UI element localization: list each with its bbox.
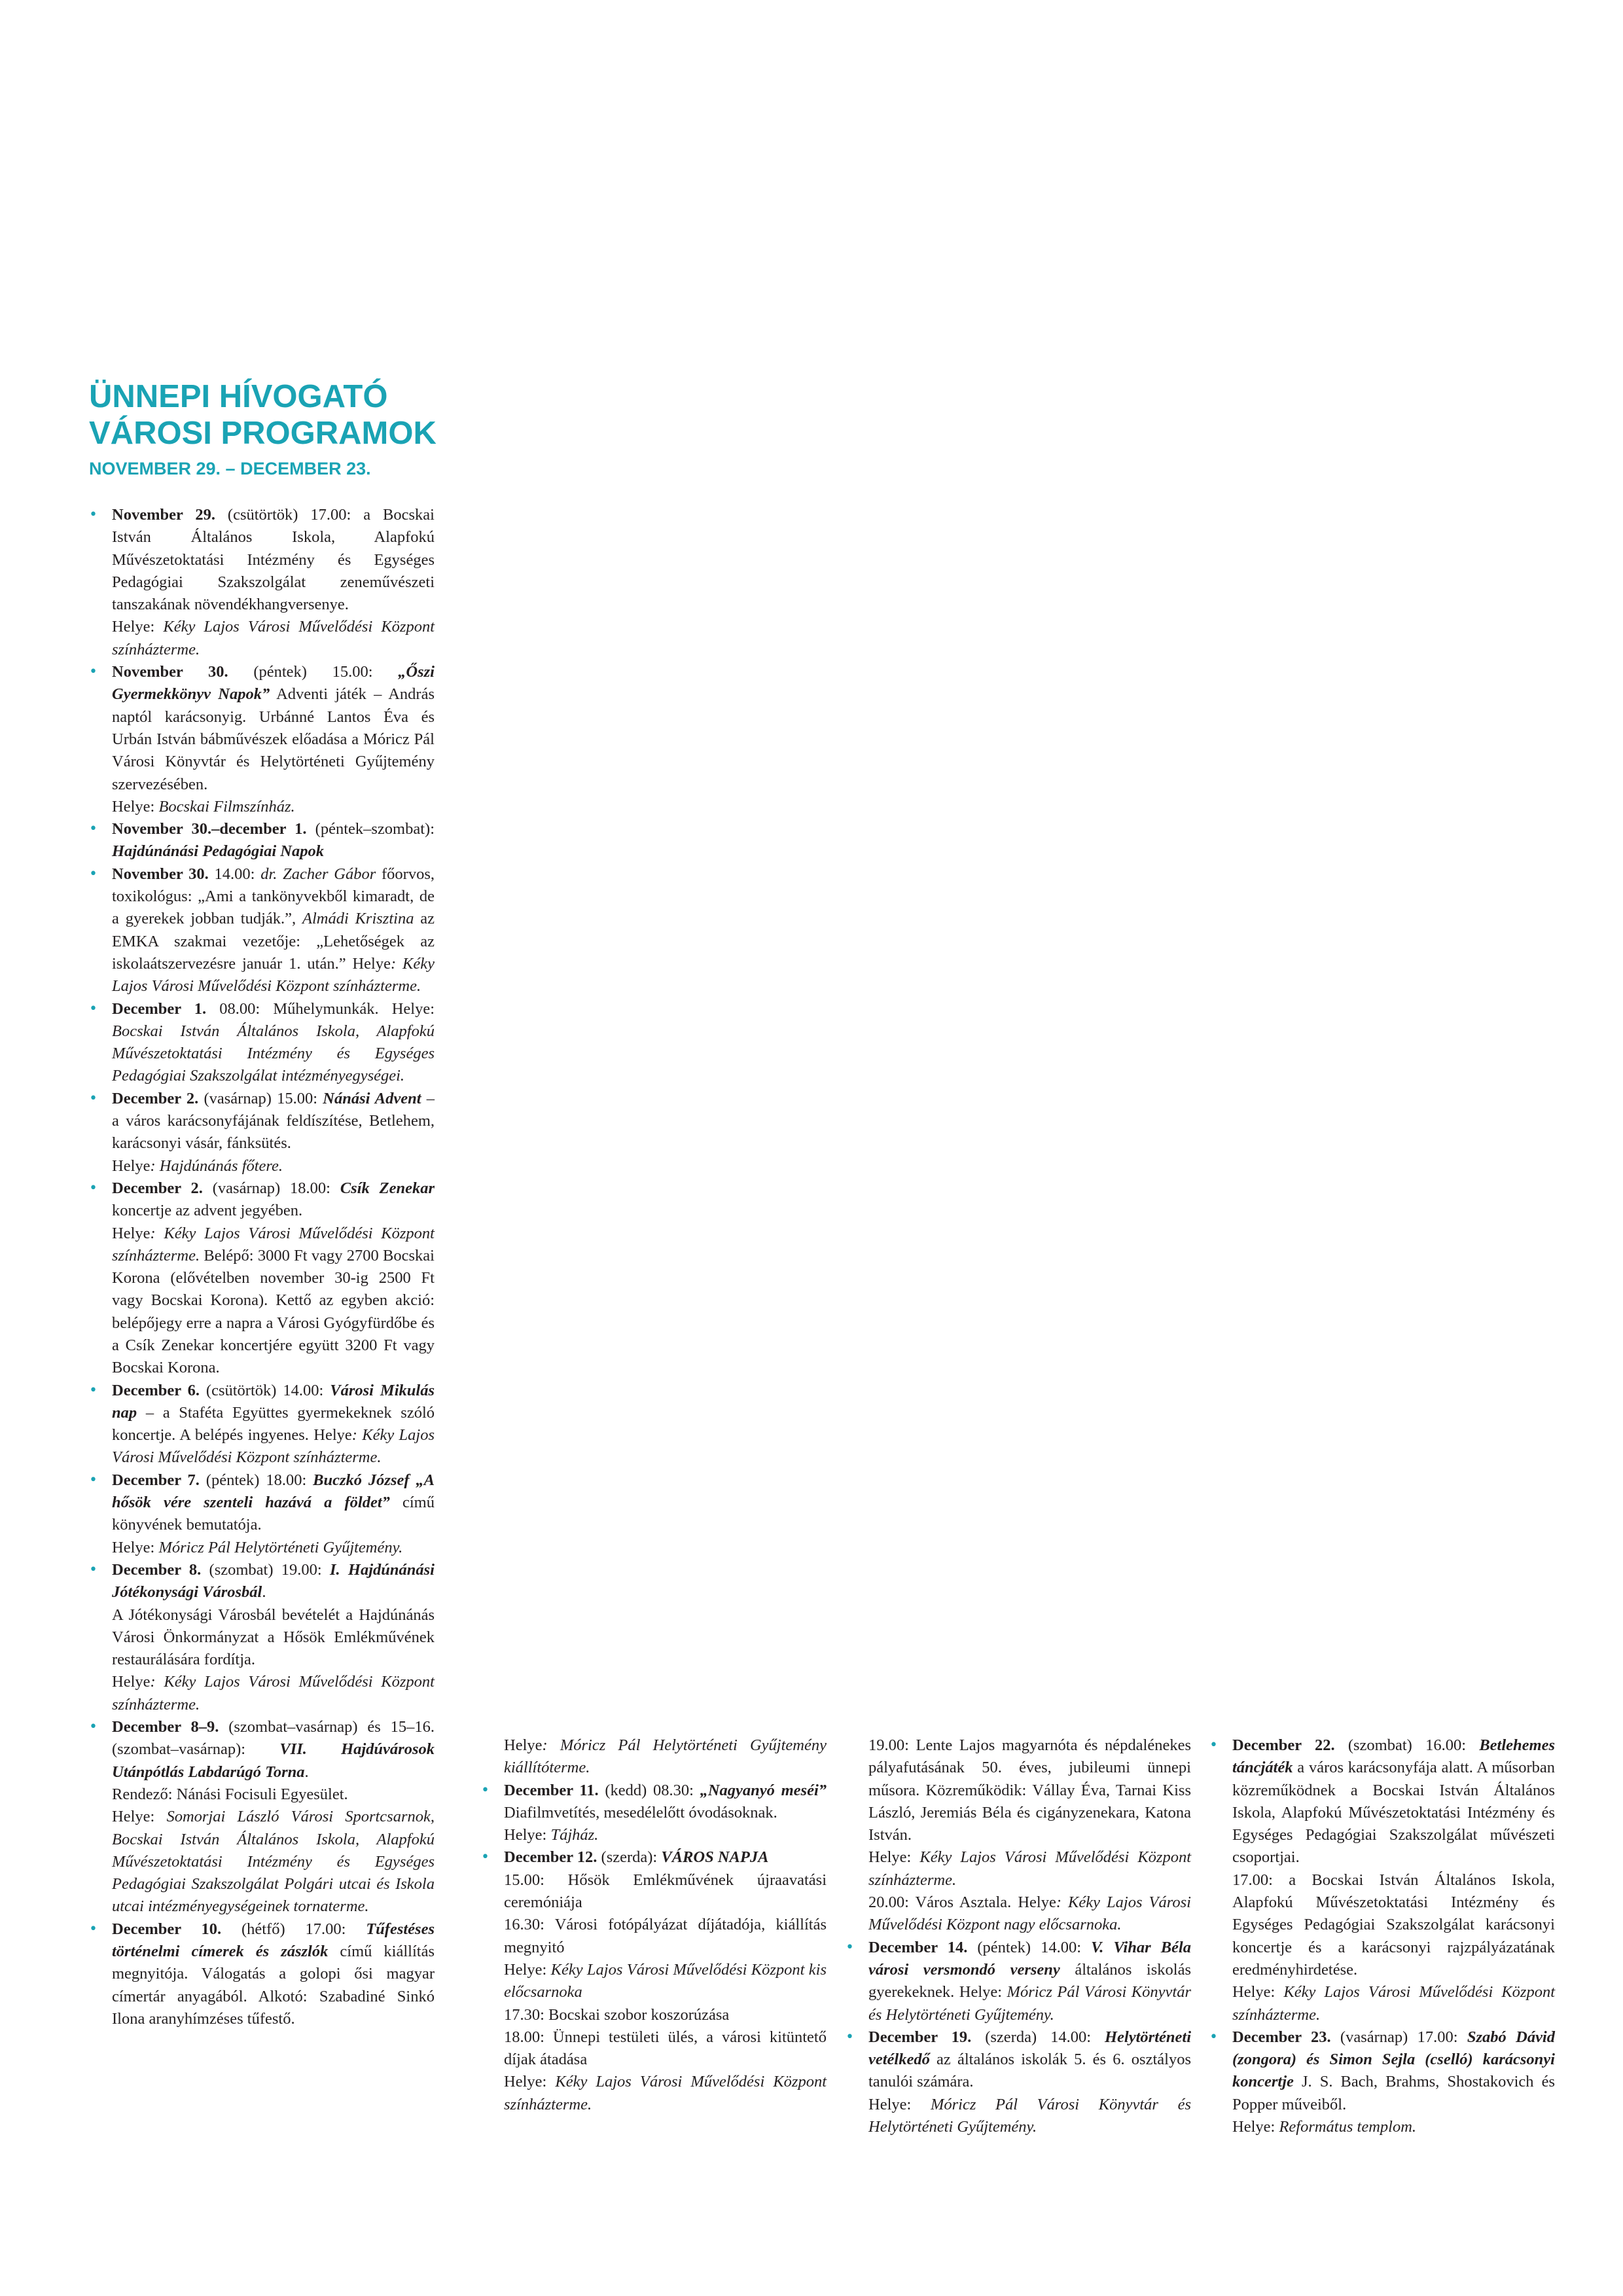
text-run: December 7. [112, 1471, 200, 1489]
text-run: Helye: [112, 1808, 167, 1826]
text-run: Tájház. [550, 1826, 599, 1844]
text-run: VII. Hajdúvárosok Utánpótlás Labdarúgó Torna [112, 1740, 435, 1781]
text-run: (vasárnap) 17.00: [1330, 2028, 1467, 2046]
text-run: December 10. [112, 1920, 222, 1938]
program-paragraph [1232, 2116, 1555, 2138]
text-run: (péntek) 14.00: [967, 1938, 1092, 1956]
program-paragraph [504, 1869, 827, 1914]
text-run: : Kéky Lajos Városi Művelődési Központ színházterme. [112, 1673, 435, 1713]
page-header [89, 378, 495, 479]
program-item [89, 863, 435, 998]
program-item [1209, 1734, 1555, 2026]
program-column-4 [1209, 1734, 1555, 2138]
program-item [89, 1177, 435, 1380]
text-run: Betlehemes táncjáték [1232, 1736, 1556, 1777]
text-run: – a város karácsonyfájának feldíszítése, Betlehem, karácsonyi vásár, fánksütés. [112, 1089, 435, 1153]
text-run: December 22. [1232, 1736, 1335, 1754]
program-item [89, 998, 435, 1088]
date-range-subtitle: NOVEMBER 29. – DECEMBER 23. [89, 459, 371, 478]
program-item-continued [481, 1734, 827, 1780]
program-paragraph [112, 1537, 435, 1559]
text-run: Kéky Lajos Városi Művelődési Központ színházterme. [112, 618, 435, 658]
text-run: Helye: [112, 1538, 159, 1556]
text-run: (szombat) 19.00: [201, 1560, 330, 1579]
text-run: Helye [112, 1224, 151, 1242]
text-run: főorvos, toxikológus: „Ami a tankönyvekből kimaradt, de a gyerekek jobban tudják.”, [112, 865, 435, 928]
text-run: December 1. [112, 999, 207, 1018]
program-paragraph [112, 1604, 435, 1672]
text-run: November 30.–december 1. [112, 820, 307, 838]
program-paragraph [112, 818, 435, 863]
text-run: Helye: [504, 1960, 551, 1979]
program-paragraph [868, 1892, 1191, 1937]
text-run: koncertje az advent jegyében. [112, 1202, 303, 1220]
text-run: Helye [112, 1673, 151, 1691]
text-run: (szerda) 14.00: [971, 2028, 1105, 2046]
text-run: az EMKA szakmai vezetője: „Lehetőségek az iskolaátszervezésre január 1. után.” Helye [112, 910, 435, 973]
text-run: (péntek–szombat): [306, 820, 435, 838]
program-item [846, 1937, 1191, 2026]
program-item [481, 1780, 827, 1847]
text-run: December 2. [112, 1089, 199, 1107]
text-run: . [304, 1763, 309, 1781]
text-run: November 30. [112, 865, 209, 883]
bullet-icon: • [89, 1382, 98, 1399]
page-title [89, 378, 495, 452]
text-run: Csík Zenekar [340, 1179, 435, 1197]
program-paragraph [504, 1914, 827, 1959]
text-run: (péntek) 15.00: [228, 663, 399, 681]
program-paragraph [504, 2004, 827, 2026]
bullet-icon: • [89, 507, 98, 523]
text-run: V. Vihar Béla városi versmondó verseny [868, 1938, 1191, 1979]
program-item [89, 1088, 435, 1177]
text-run: : Kéky Lajos Városi Művelődési Központ színházterme. [112, 1224, 435, 1265]
program-paragraph [504, 2071, 827, 2116]
program-paragraph [868, 1734, 1191, 1846]
program-paragraph [112, 661, 435, 796]
text-run: Hajdúnánási Pedagógiai Napok [112, 842, 324, 861]
text-run: : Kéky Lajos Városi Művelődési Központ színházterme. [112, 1426, 435, 1467]
text-run: Helye: [1232, 1983, 1284, 2001]
text-run: (vasárnap) 15.00: [198, 1089, 323, 1107]
text-run: I. Hajdúnánási Jótékonysági Városbál [112, 1560, 435, 1602]
text-run: Szabó Dávid (zongora) és Simon Sejla (cselló) karácsonyi koncertje [1232, 2028, 1555, 2091]
text-run: : Móricz Pál Helytörténeti Gyűjtemény kiállítóterme. [504, 1736, 827, 1777]
text-run: December 11. [504, 1781, 599, 1799]
text-run: az általános iskolák 5. és 6. osztályos tanulói számára. [868, 2051, 1191, 2091]
text-run: (szerda): [597, 1848, 662, 1867]
text-run: Almádi Krisztina [302, 910, 414, 928]
text-run: (kedd) 08.30: [598, 1781, 700, 1799]
text-run: Helye: [868, 1848, 920, 1867]
text-run: Somorjai László Városi Sportcsarnok, Bocskai István Általános Iskola, Alapfokú Művészetoktatási Intézmény és Egységes Pedagógiai Szakszolgálat Polgári utcai és Iskola utcai intézményegységeinek tornaterme. [112, 1808, 435, 1916]
text-run: November 29. [112, 506, 215, 524]
bullet-icon: • [89, 1561, 98, 1578]
text-run: Móricz Pál Helytörténeti Gyűjtemény. [158, 1538, 403, 1556]
program-item [89, 661, 435, 818]
text-run: : Kéky Lajos Városi Művelődési Központ színházterme. [112, 954, 435, 996]
program-item [89, 818, 435, 863]
program-paragraph [112, 1671, 435, 1716]
text-run: (vasárnap) 18.00: [202, 1179, 340, 1197]
program-paragraph [112, 998, 435, 1088]
program-column-1 [89, 504, 435, 2030]
text-run: Református templom. [1279, 2118, 1417, 2136]
program-paragraph [868, 1937, 1191, 2026]
text-run: Belépő: 3000 Ft vagy 2700 Bocskai Korona (elővételben november 30-ig 2500 Ft vagy Bocskai Korona). Kettő az egyben akció: belépőjegy erre a napra a Városi Gyógyfürdőbe és a Csík Zenekar koncertjére együtt 3200 Ft vagy Bocskai Korona. [112, 1246, 435, 1377]
text-run: : Hajdúnánás főtere. [150, 1157, 283, 1175]
program-paragraph [1232, 1981, 1555, 2026]
text-run: Helye: [1232, 2118, 1279, 2136]
bullet-icon: • [846, 1939, 854, 1956]
text-run: Kéky Lajos Városi Művelődési Központ színházterme. [868, 1848, 1191, 1889]
text-run: Móricz Pál Városi Könyvtár és Helytörténeti Gyűjtemény. [868, 1983, 1191, 2024]
program-item-continued [846, 1734, 1191, 1937]
bullet-icon: • [1209, 2028, 1218, 2045]
text-run: Helye [112, 1157, 151, 1175]
text-run: Városi Mikulás nap [112, 1381, 435, 1422]
text-run: Helye: [504, 1826, 551, 1844]
text-run: 16.30: Városi fotópályázat díjátadója, kiállítás megnyitó [504, 1916, 827, 1956]
text-run: Diafilmvetítés, mesedélelőtt óvodásoknak. [504, 1803, 777, 1821]
text-run: 19.00: Lente Lajos magyarnóta és népdalénekes pályafutásának 50. éves, jubileumi ünnepi műsora. Közreműködik: Vállay Éva, Tarnai Kiss László, Jeremiás Béla és cigányzenekara, Katona István. [868, 1736, 1191, 1844]
program-item [89, 1469, 435, 1559]
text-run: December 12. [504, 1848, 597, 1867]
text-run: Helye: [504, 2073, 556, 2091]
text-run: – a Staféta Együttes gyermekeknek szóló koncertje. A belépés ingyenes. Helye [112, 1403, 435, 1444]
text-run: December 8–9. [112, 1718, 219, 1736]
program-paragraph [112, 1806, 435, 1918]
text-run: dr. Zacher Gábor [260, 865, 376, 883]
program-paragraph [112, 1918, 435, 2030]
program-item [846, 2026, 1191, 2138]
text-run: Tűfestéses történelmi címerek és zászlók [112, 1920, 435, 1960]
text-run: December 23. [1232, 2028, 1331, 2046]
text-run: Helye: [112, 797, 159, 816]
text-run: (hétfő) 17.00: [221, 1920, 366, 1938]
text-run: 17.00: a Bocskai István Általános Iskola, Alapfokú Művészetoktatási Intézmény és Egységes Pedagógiai Szakszolgálat karácsonyi koncertje és a karácsonyi rajzpályázatának eredményhirdetése. [1232, 1871, 1555, 1979]
title-line-1: ÜNNEPI HÍVOGATÓ [89, 379, 388, 414]
text-run: Kéky Lajos Városi Művelődési Központ kis előcsarnoka [504, 1960, 827, 2001]
program-paragraph [112, 796, 435, 818]
text-run: (csütörtök) 14.00: [199, 1381, 330, 1399]
bullet-icon: • [89, 1719, 98, 1736]
program-paragraph [868, 2094, 1191, 2139]
text-run: Móricz Pál Városi Könyvtár és Helytörténeti Gyűjtemény. [868, 2095, 1191, 2136]
program-paragraph [112, 1469, 435, 1537]
bullet-icon: • [89, 1920, 98, 1937]
text-run: December 8. [112, 1560, 202, 1579]
bullet-icon: • [89, 1179, 98, 1196]
program-paragraph [112, 1223, 435, 1380]
text-run: 20.00: Város Asztala. Helye [868, 1893, 1056, 1912]
bullet-icon: • [89, 821, 98, 838]
program-paragraph [504, 1846, 827, 1869]
program-paragraph [112, 1088, 435, 1155]
text-run: „Őszi Gyermekkönyv Napok” [112, 663, 435, 704]
program-paragraph [112, 1155, 435, 1177]
text-run: Adventi játék – András naptól karácsonyig. Urbánné Lantos Éva és Urbán István bábművészek előadása a Móricz Pál Városi Könyvtár és Helytörténeti Gyűjtemény szervezésében. [112, 685, 435, 793]
text-run: Helye: [868, 2095, 931, 2113]
program-item [89, 504, 435, 661]
bullet-icon: • [1209, 1737, 1218, 1753]
bullet-icon: • [481, 1782, 490, 1799]
text-run: című könyvének bemutatója. [112, 1494, 435, 1534]
text-run: November 30. [112, 663, 228, 681]
program-paragraph [504, 2026, 827, 2072]
program-paragraph [504, 1734, 827, 1780]
text-run: VÁROS NAPJA [661, 1848, 769, 1867]
text-run: Helytörténeti vetélkedő [868, 2028, 1191, 2069]
program-item [89, 1918, 435, 2030]
text-run: (szombat–vasárnap) és 15–16. (szombat–vasárnap): [112, 1718, 435, 1759]
program-paragraph [1232, 1734, 1555, 1869]
program-item [89, 1716, 435, 1918]
text-run: December 2. [112, 1179, 203, 1197]
text-run: . [262, 1583, 266, 1602]
program-paragraph [112, 616, 435, 661]
bullet-icon: • [89, 865, 98, 882]
text-run: : Kéky Lajos Városi Művelődési Központ nagy előcsarnoka. [868, 1893, 1191, 1934]
bullet-icon: • [89, 664, 98, 681]
program-column-2 [481, 1734, 827, 2116]
text-run: Nánási Advent [323, 1089, 421, 1107]
text-run: „Nagyanyó meséi” [700, 1781, 827, 1799]
program-paragraph [112, 504, 435, 616]
program-paragraph [1232, 1869, 1555, 1981]
text-run: (péntek) 18.00: [199, 1471, 313, 1489]
program-item [481, 1846, 827, 2116]
program-paragraph [868, 2026, 1191, 2094]
program-item [89, 1380, 435, 1469]
text-run: December 19. [868, 2028, 972, 2046]
text-run: 08.00: Műhelymunkák. Helye: [206, 999, 435, 1018]
program-column-3 [846, 1734, 1191, 2138]
text-run: általános iskolás gyerekeknek. Helye: [868, 1960, 1191, 2001]
program-paragraph [1232, 2026, 1555, 2116]
text-run: J. S. Bach, Brahms, Shostakovich és Popper műveiből. [1232, 2073, 1555, 2113]
program-paragraph [112, 863, 435, 998]
text-run: Helye [504, 1736, 543, 1754]
bullet-icon: • [846, 2028, 854, 2045]
text-run: Buczkó József „A hősök vére szenteli hazává a földet” [112, 1471, 435, 1512]
bullet-icon: • [89, 1090, 98, 1107]
text-run: 18.00: Ünnepi testületi ülés, a városi kitüntető díjak átadása [504, 2028, 827, 2069]
bullet-icon: • [89, 1471, 98, 1488]
program-paragraph [112, 1716, 435, 1784]
program-paragraph [112, 1380, 435, 1469]
program-item [89, 1559, 435, 1716]
text-run: a város karácsonyfája alatt. A műsorban közreműködnek a Bocskai István Általános Iskola, Alapfokú Művészetoktatási Intézmény és Egységes Pedagógiai Szakszolgálat művészeti csoportjai. [1232, 1759, 1555, 1867]
program-paragraph [868, 1846, 1191, 1892]
program-paragraph [504, 1780, 827, 1825]
text-run: című kiállítás megnyitója. Válogatás a golopi ősi magyar címertár anyagából. Alkotó: Szabadiné Sinkó Ilona aranyhímzéses tűfestő. [112, 1943, 435, 2028]
bullet-icon: • [481, 1849, 490, 1866]
text-run: (csütörtök) 17.00: a Bocskai István Általános Iskola, Alapfokú Művészetoktatási Intézmény és Egységes Pedagógiai Szakszolgálat zeneművészeti tanszakának növendékhangversenye. [112, 506, 435, 614]
text-run: 15.00: Hősök Emlékművének újraavatási ceremóniája [504, 1871, 827, 1912]
text-run: December 14. [868, 1938, 968, 1956]
text-run: 14.00: [208, 865, 261, 883]
bullet-icon: • [89, 1000, 98, 1017]
program-paragraph [504, 1824, 827, 1846]
program-paragraph [504, 1959, 827, 2004]
title-line-2: VÁROSI PROGRAMOK [89, 416, 437, 451]
text-run: Kéky Lajos Városi Művelődési Központ színházterme. [504, 2073, 827, 2113]
text-run: Bocskai Filmszínház. [158, 797, 295, 816]
text-run: Kéky Lajos Városi Művelődési Központ színházterme. [1232, 1983, 1555, 2024]
text-run: 17.30: Bocskai szobor koszorúzása [504, 2005, 730, 2024]
program-item [1209, 2026, 1555, 2138]
text-run: A Jótékonysági Városbál bevételét a Hajdúnánás Városi Önkormányzat a Hősök Emlékművének restaurálására fordítja. [112, 1605, 435, 1669]
text-run: Bocskai István Általános Iskola, Alapfokú Művészetoktatási Intézmény és Egységes Pedagógiai Szakszolgálat intézményegységei. [112, 1022, 435, 1085]
text-run: December 6. [112, 1381, 200, 1399]
program-paragraph [112, 1559, 435, 1604]
program-paragraph [112, 1177, 435, 1223]
text-run: (szombat) 16.00: [1334, 1736, 1480, 1754]
program-paragraph [112, 1784, 435, 1806]
text-run: Rendező: Nánási Focisuli Egyesület. [112, 1785, 348, 1803]
text-run: Helye: [112, 618, 164, 636]
